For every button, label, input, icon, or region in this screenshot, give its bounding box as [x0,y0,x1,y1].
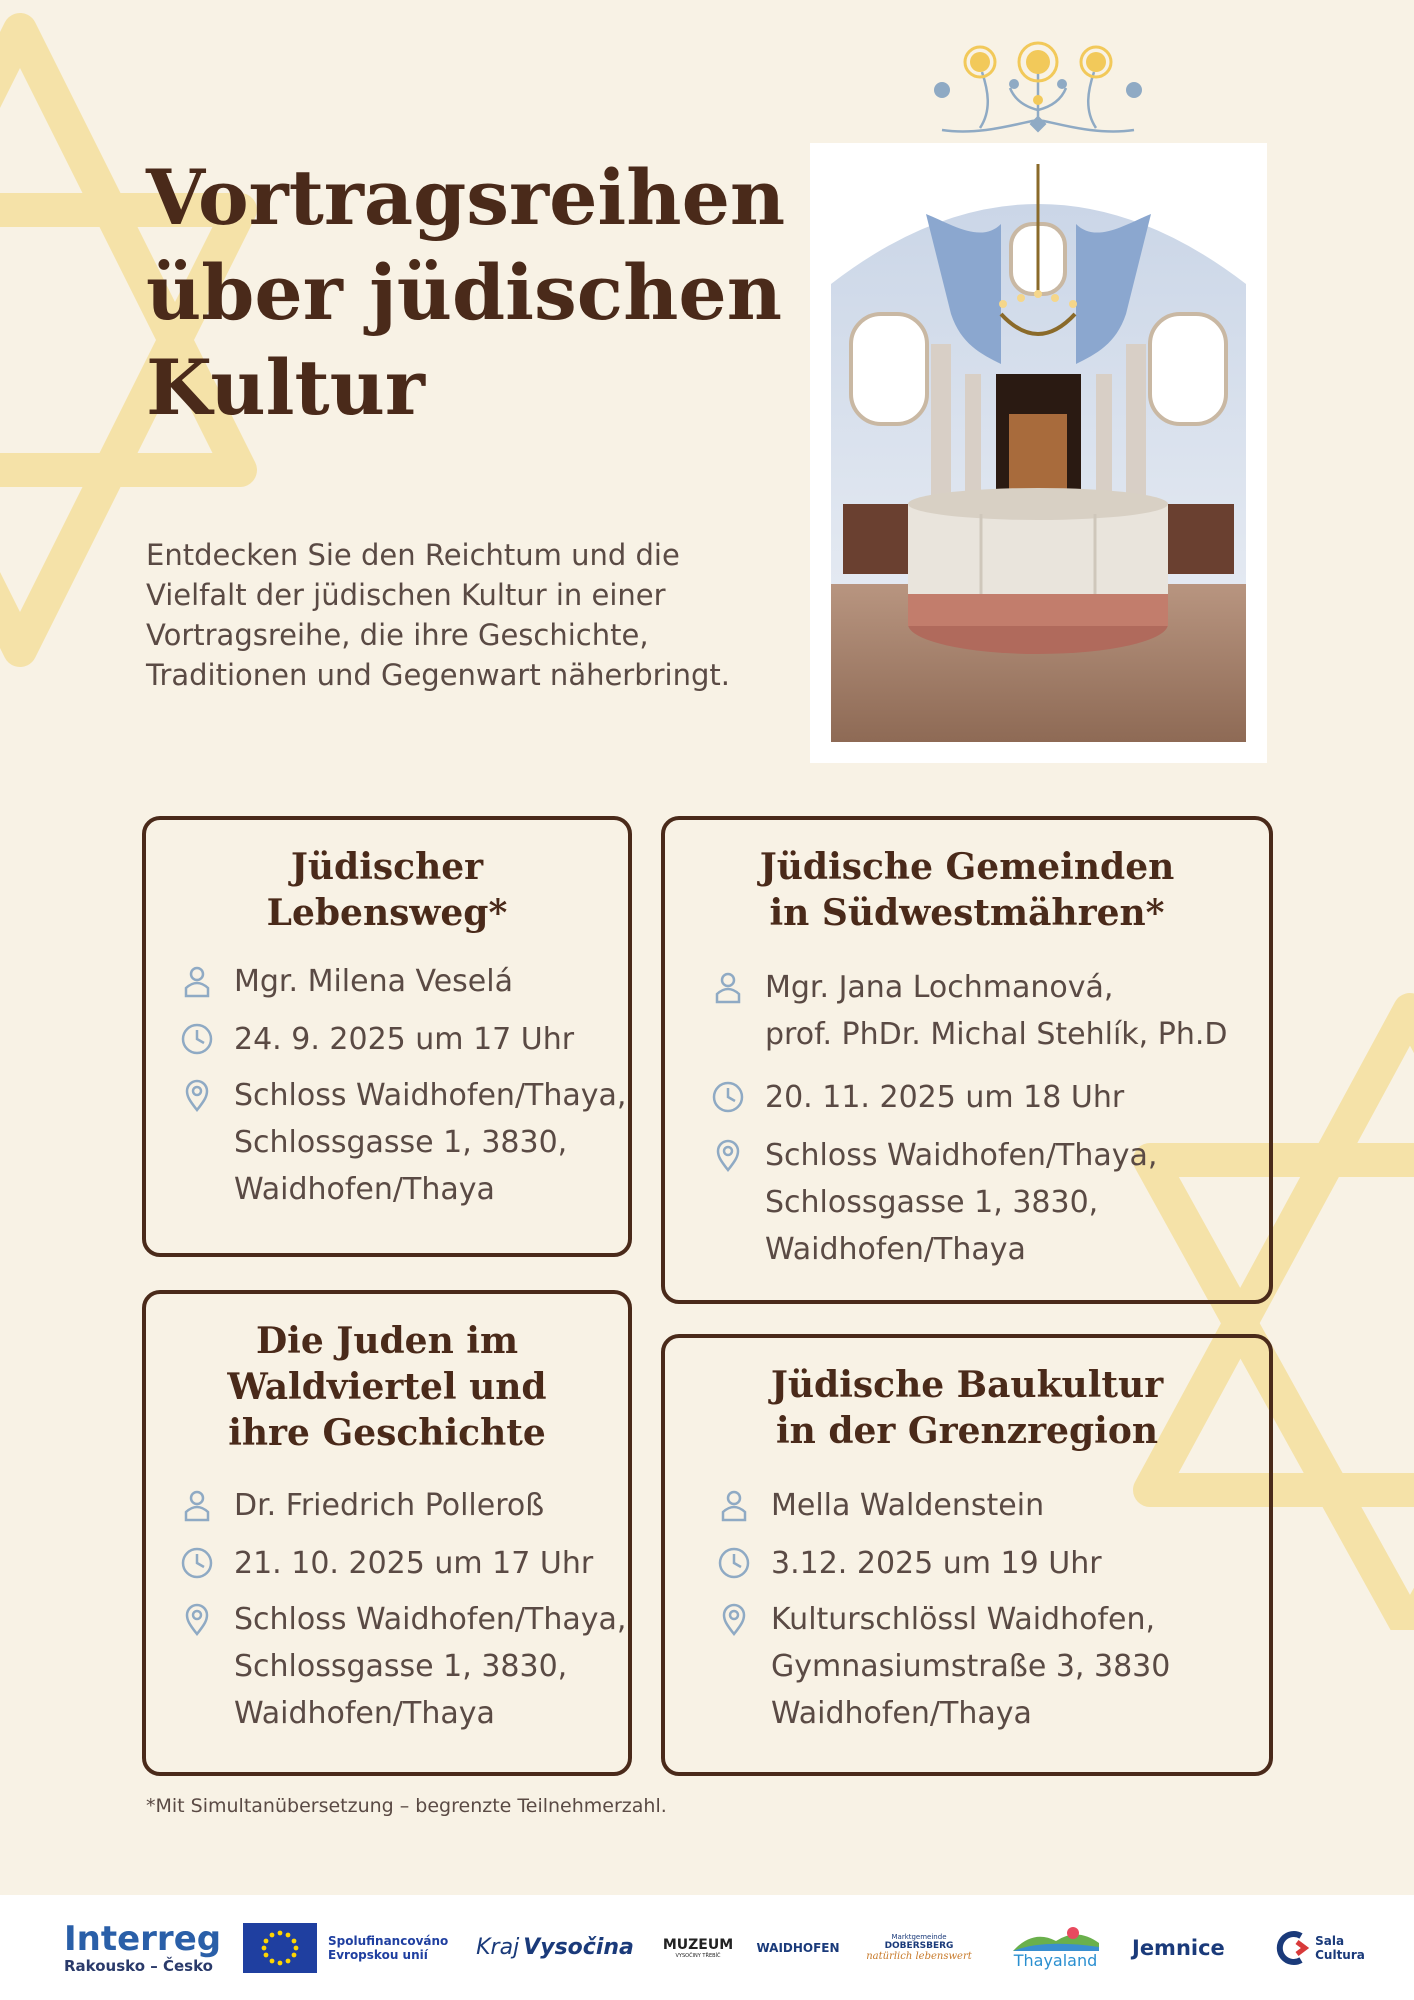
synagogue-interior-image [831,164,1246,742]
location-row [180,1072,626,1213]
sala-cultura-logo [1268,1895,1368,2000]
lecture-title-line: in der Grenzregion [775,1410,1159,1452]
clock-icon [180,1022,214,1056]
date: 20. 11. 2025 um 18 Uhr [765,1080,1125,1115]
thayaland-hills-icon [1013,1925,1099,1951]
footnote: *Mit Simultanübersetzung – begrenzte Teilnehmerzahl. [146,1795,667,1817]
title-line: Vortragsreihen [146,153,786,242]
thayaland-text: Thayaland [1013,1951,1098,1970]
lecture-title [146,844,628,936]
date-row [711,1074,1124,1121]
eu-text-line: Evropskou unií [328,1947,428,1962]
synagogue-photo-frame [810,143,1267,763]
clock-icon [711,1080,745,1114]
person-icon [180,1488,214,1522]
location-pin-icon [180,1602,214,1636]
muzeum-text: MUZEUM [662,1936,734,1953]
speaker: Mgr. Milena Veselá [234,964,513,999]
waidhofen-logo [756,1895,840,2000]
sala-cultura-mark-icon [1271,1928,1311,1968]
location: Schloss Waidhofen/Thaya, Schlossgasse 1, 3830, Waidhofen/Thaya [765,1138,1158,1267]
location-row [711,1132,1157,1273]
lecture-title-line: Waldviertel und [227,1366,547,1408]
dobersberg-text: Marktgemeinde [891,1933,947,1941]
dobersberg-logo [864,1895,974,2000]
lecture-title-line: in Südwestmähren* [769,892,1165,934]
floral-ornament-icon [922,40,1154,136]
lecture-title-line: Lebensweg* [266,892,508,934]
location-pin-icon [717,1602,751,1636]
speaker-row [717,1482,1044,1529]
eu-cofinanced-text [328,1895,448,2000]
title-line: Kultur [146,343,425,432]
lecture-title-line: Jüdische Baukultur [770,1364,1164,1406]
person-icon [711,970,745,1004]
intro-line: Vortragsreihe, die ihre Geschichte, [146,618,649,652]
speaker-row [180,958,513,1005]
title-line: über jüdischen [146,248,782,337]
lecture-title [146,1318,628,1456]
eu-flag-icon [243,1923,317,1973]
location-pin-icon [711,1138,745,1172]
dobersberg-text: natürlich lebenswert [866,1951,972,1962]
lecture-title-line: Die Juden im [255,1320,519,1362]
interreg-region: Rakousko – Česko [64,1956,213,1975]
cultura-text: Cultura [1315,1947,1365,1962]
location: Schloss Waidhofen/Thaya, Schlossgasse 1, 3830, Waidhofen/Thaya [234,1602,627,1731]
date-row [180,1540,593,1587]
clock-icon [180,1546,214,1580]
interreg-logo [64,1895,224,2000]
sponsor-footer [0,1895,1414,2000]
kraj-vysocina-logo [475,1895,635,2000]
speaker-row [711,964,1228,1058]
sala-cultura-text [1315,1934,1365,1962]
date-row [717,1540,1102,1587]
intro-text [146,535,776,695]
sala-text: Sala [1315,1933,1345,1948]
intro-line: Vielfalt der jüdischen Kultur in einer [146,578,666,612]
lecture-card-3 [142,1290,632,1776]
clock-icon [717,1546,751,1580]
location-row [180,1596,626,1737]
kraj-text: Kraj [476,1935,520,1960]
date-row [180,1016,574,1063]
waidhofen-text: WAIDHOFEN [756,1940,840,1955]
lecture-title-line: Jüdischer [290,846,484,888]
location: Kulturschlössl Waidhofen, Gymnasiumstraße 3, 3830 Waidhofen/Thaya [771,1602,1171,1731]
muzeum-sub: VYSOČINY TŘEBÍČ [675,1952,721,1959]
page-title [146,150,786,435]
speaker: Mella Waldenstein [771,1488,1045,1523]
lecture-title-line: ihre Geschichte [228,1412,546,1454]
lecture-card-1 [142,816,632,1257]
intro-line: Entdecken Sie den Reichtum und die [146,538,680,572]
jemnice-logo [1132,1895,1242,2000]
intro-line: Traditionen und Gegenwart näherbringt. [146,658,730,692]
lecture-title [665,844,1269,936]
dobersberg-text: DOBERSBERG [884,1941,954,1951]
thayaland-logo [1008,1895,1103,2000]
lecture-card-2 [661,816,1273,1304]
location-pin-icon [180,1078,214,1112]
location-row [717,1596,1170,1737]
lecture-card-4 [661,1334,1273,1776]
eu-flag-logo [243,1895,323,2000]
person-icon [717,1488,751,1522]
location: Schloss Waidhofen/Thaya, Schlossgasse 1, 3830, Waidhofen/Thaya [234,1078,627,1207]
vysocina-text: Vysočina [523,1935,634,1960]
lecture-title [665,1362,1269,1454]
speaker-row [180,1482,544,1529]
interreg-name: Interreg [64,1918,222,1959]
speaker: Mgr. Jana Lochmanová, prof. PhDr. Michal Stehlík, Ph.D [765,970,1228,1052]
muzeum-logo [658,1895,738,2000]
lecture-title-line: Jüdische Gemeinden [759,846,1175,888]
jemnice-text: Jemnice [1132,1935,1225,1960]
person-icon [180,964,214,998]
date: 21. 10. 2025 um 17 Uhr [234,1546,594,1581]
date: 24. 9. 2025 um 17 Uhr [234,1022,575,1057]
speaker: Dr. Friedrich Polleroß [234,1488,545,1523]
eu-text-line: Spolufinancováno [328,1933,449,1948]
date: 3.12. 2025 um 19 Uhr [771,1546,1102,1581]
